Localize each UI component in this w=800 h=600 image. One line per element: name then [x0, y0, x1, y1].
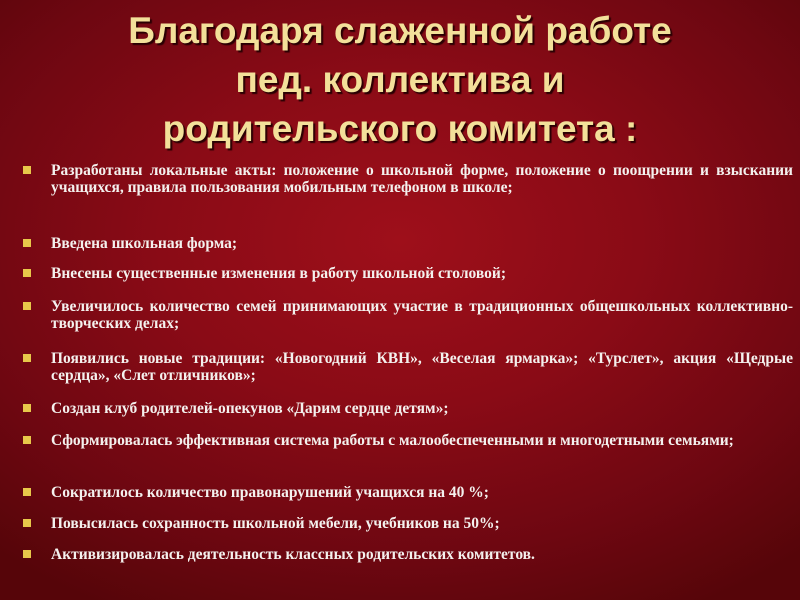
bullet-text: Создан клуб родителей-опекунов «Дарим сердце детям»; [51, 400, 449, 417]
square-bullet-icon [23, 404, 31, 412]
square-bullet-icon [23, 269, 31, 277]
bullet-text: Введена школьная форма; [51, 235, 238, 252]
bullet-text: Появились новые традиции: «Новогодний КВН», «Веселая ярмарка»; «Турслет», акция «Щедрые сердца», «Слет отличников»; [51, 350, 793, 384]
bullet-text: Сократилось количество правонарушений учащихся на 40 %; [51, 484, 489, 501]
list-item [22, 265, 793, 282]
list-item [22, 350, 793, 384]
square-bullet-icon [23, 302, 31, 310]
bullet-text: Повысилась сохранность школьной мебели, учебников на 50%; [51, 515, 500, 532]
list-item [22, 484, 793, 501]
slide-title [40, 6, 760, 153]
bullet-text: Активизировалась деятельность классных родительских комитетов. [51, 546, 535, 563]
square-bullet-icon [23, 550, 31, 558]
title-line-3: родительского комитета : [162, 108, 638, 149]
list-item [22, 298, 793, 332]
list-item [22, 235, 793, 252]
square-bullet-icon [23, 354, 31, 362]
list-item [22, 546, 793, 563]
bullet-text: Сформировалась эффективная система работы с малообеспеченными и многодетными семьями; [51, 432, 734, 449]
bullet-text: Увеличилось количество семей принимающих участие в традиционных общешкольных коллективно-творческих делах; [51, 298, 793, 332]
title-line-1: Благодаря слаженной работе [128, 10, 672, 51]
bullet-text: Внесены существенные изменения в работу школьной столовой; [51, 265, 507, 282]
square-bullet-icon [23, 519, 31, 527]
square-bullet-icon [23, 239, 31, 247]
list-item [22, 162, 793, 196]
square-bullet-icon [23, 166, 31, 174]
square-bullet-icon [23, 436, 31, 444]
list-item [22, 515, 793, 532]
list-item [22, 400, 793, 417]
bullet-text: Разработаны локальные акты: положение о школьной форме, положение о поощрении и взыскании учащихся, правила пользования мобильным телефоном в школе; [51, 162, 793, 196]
list-item [22, 432, 793, 449]
title-line-2: пед. коллектива и [235, 59, 565, 100]
square-bullet-icon [23, 488, 31, 496]
